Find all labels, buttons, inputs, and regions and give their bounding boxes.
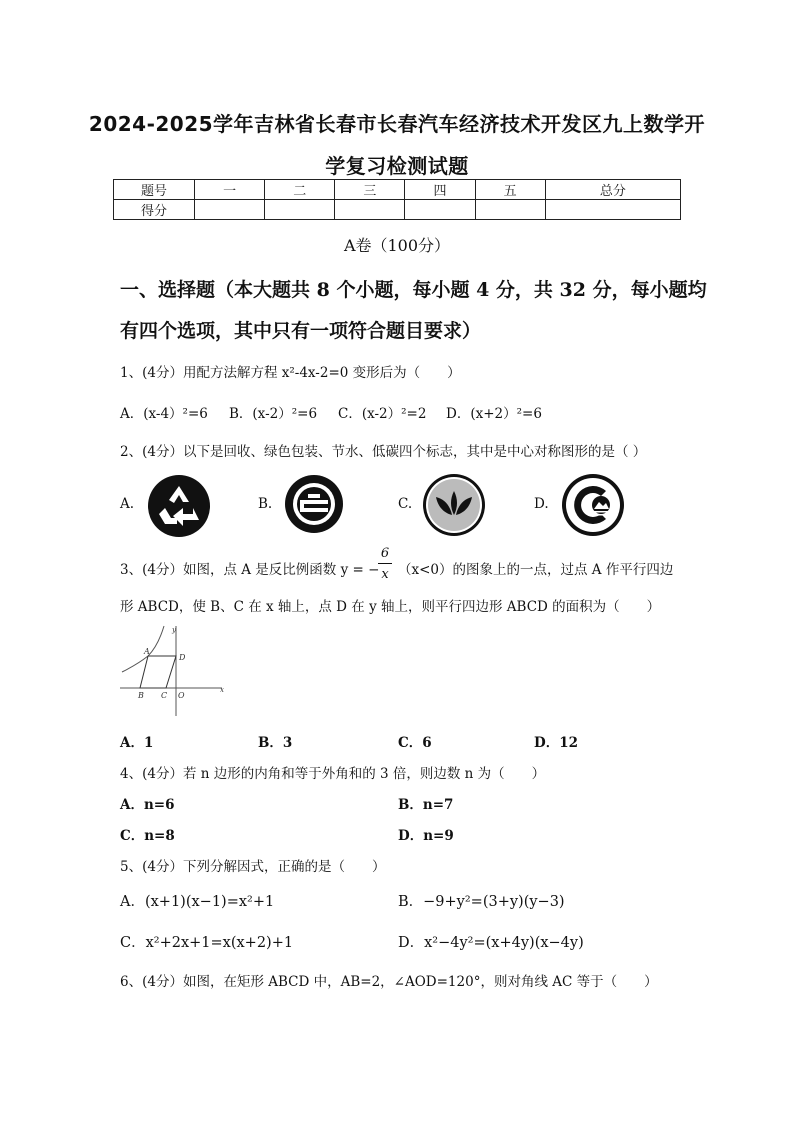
recycle-logo-icon bbox=[147, 474, 211, 538]
q3-option-a: A．1 bbox=[120, 735, 154, 751]
q5-text: 5、(4分）下列分解因式，正确的是（ ） bbox=[120, 859, 386, 875]
q4-option-b: B．n=7 bbox=[398, 797, 454, 813]
label-x: x bbox=[220, 686, 224, 694]
part1-heading-line2: 有四个选项，其中只有一项符合题目要求） bbox=[120, 320, 482, 342]
green-packaging-logo-icon bbox=[284, 474, 344, 534]
q2-text: 2、(4分）以下是回收、绿色包装、节水、低碳四个标志，其中是中心对称图形的是（ ） bbox=[120, 444, 647, 460]
q5-option-d: D．x²−4y²=(x+4y)(x−4y) bbox=[398, 935, 584, 951]
q3-line1-b: （x<0）的图象上的一点，过点 A 作平行四边 bbox=[398, 562, 674, 578]
label-y: y bbox=[172, 626, 176, 634]
q3-fraction-denominator: x bbox=[381, 567, 389, 582]
q4-option-c: C．n=8 bbox=[120, 828, 175, 844]
score-cell: 题号 bbox=[114, 180, 195, 200]
score-cell: 三 bbox=[335, 180, 405, 200]
q3-fraction-numerator: 6 bbox=[380, 546, 390, 561]
score-table-score-row bbox=[114, 200, 681, 220]
q5-option-c: C．x²+2x+1=x(x+2)+1 bbox=[120, 935, 294, 951]
score-input-cell bbox=[475, 200, 545, 220]
q3-option-b: B．3 bbox=[258, 735, 293, 751]
q2-label-c: C. bbox=[398, 496, 413, 512]
score-cell: 二 bbox=[265, 180, 335, 200]
section-a-heading: A卷（100分） bbox=[343, 236, 451, 255]
exam-title-line2: 学复习检测试题 bbox=[325, 154, 469, 178]
part1-heading-line1: 一、选择题（本大题共 8 个小题，每小题 4 分，共 32 分，每小题均 bbox=[120, 279, 707, 301]
q2-label-d: D. bbox=[534, 496, 549, 512]
score-input-cell bbox=[195, 200, 265, 220]
q6-text: 6、(4分）如图，在矩形 ABCD 中，AB=2，∠AOD=120°，则对角线 AC 等于（ ） bbox=[120, 974, 658, 990]
q3-option-c: C．6 bbox=[398, 735, 432, 751]
score-input-cell bbox=[545, 200, 680, 220]
q1-text: 1、(4分）用配方法解方程 x²-4x-2=0 变形后为（ ） bbox=[120, 365, 461, 381]
score-input-cell bbox=[405, 200, 475, 220]
label-b: B bbox=[138, 691, 144, 700]
q2-label-a: A. bbox=[120, 496, 135, 512]
score-cell: 四 bbox=[405, 180, 475, 200]
q1-option-d: D．(x+2）²=6 bbox=[446, 406, 542, 422]
q4-option-d: D．n=9 bbox=[398, 828, 454, 844]
label-d: D bbox=[179, 653, 186, 662]
score-table-header-row bbox=[114, 180, 681, 200]
q4-option-a: A．n=6 bbox=[120, 797, 175, 813]
q3-fraction-bar bbox=[378, 563, 392, 564]
q5-option-a: A．(x+1)(x−1)=x²+1 bbox=[120, 894, 275, 910]
low-carbon-logo-icon bbox=[561, 473, 625, 537]
score-table bbox=[113, 179, 681, 220]
q3-line1-a: 3、(4分）如图，点 A 是反比例函数 y = − bbox=[120, 562, 380, 578]
q3-option-d: D．12 bbox=[534, 735, 578, 751]
q1-option-b: B．(x-2）²=6 bbox=[229, 406, 318, 422]
q3-line2: 形 ABCD，使 B、C 在 x 轴上，点 D 在 y 轴上，则平行四边形 ABCD 的面积为（ ） bbox=[120, 599, 661, 615]
label-a: A bbox=[144, 647, 150, 656]
exam-title-line1: 2024-2025学年吉林省长春市长春汽车经济技术开发区九上数学开 bbox=[88, 112, 706, 136]
label-o: O bbox=[178, 691, 185, 700]
water-saving-logo-icon bbox=[422, 473, 486, 537]
label-c: C bbox=[161, 691, 168, 700]
score-cell: 一 bbox=[195, 180, 265, 200]
score-input-cell bbox=[265, 200, 335, 220]
score-cell: 总分 bbox=[545, 180, 680, 200]
score-cell: 五 bbox=[475, 180, 545, 200]
score-cell: 得分 bbox=[114, 200, 195, 220]
q4-text: 4、(4分）若 n 边形的内角和等于外角和的 3 倍，则边数 n 为（ ） bbox=[120, 766, 546, 782]
q1-option-c: C．(x-2）²=2 bbox=[338, 406, 427, 422]
q2-label-b: B. bbox=[258, 496, 273, 512]
q1-option-a: A．(x-4）²=6 bbox=[120, 406, 208, 422]
score-input-cell bbox=[335, 200, 405, 220]
q5-option-b: B．−9+y²=(3+y)(y−3) bbox=[398, 894, 565, 910]
hyperbola-curve bbox=[122, 626, 164, 672]
parallelogram bbox=[140, 656, 176, 688]
q3-figure bbox=[118, 622, 228, 718]
